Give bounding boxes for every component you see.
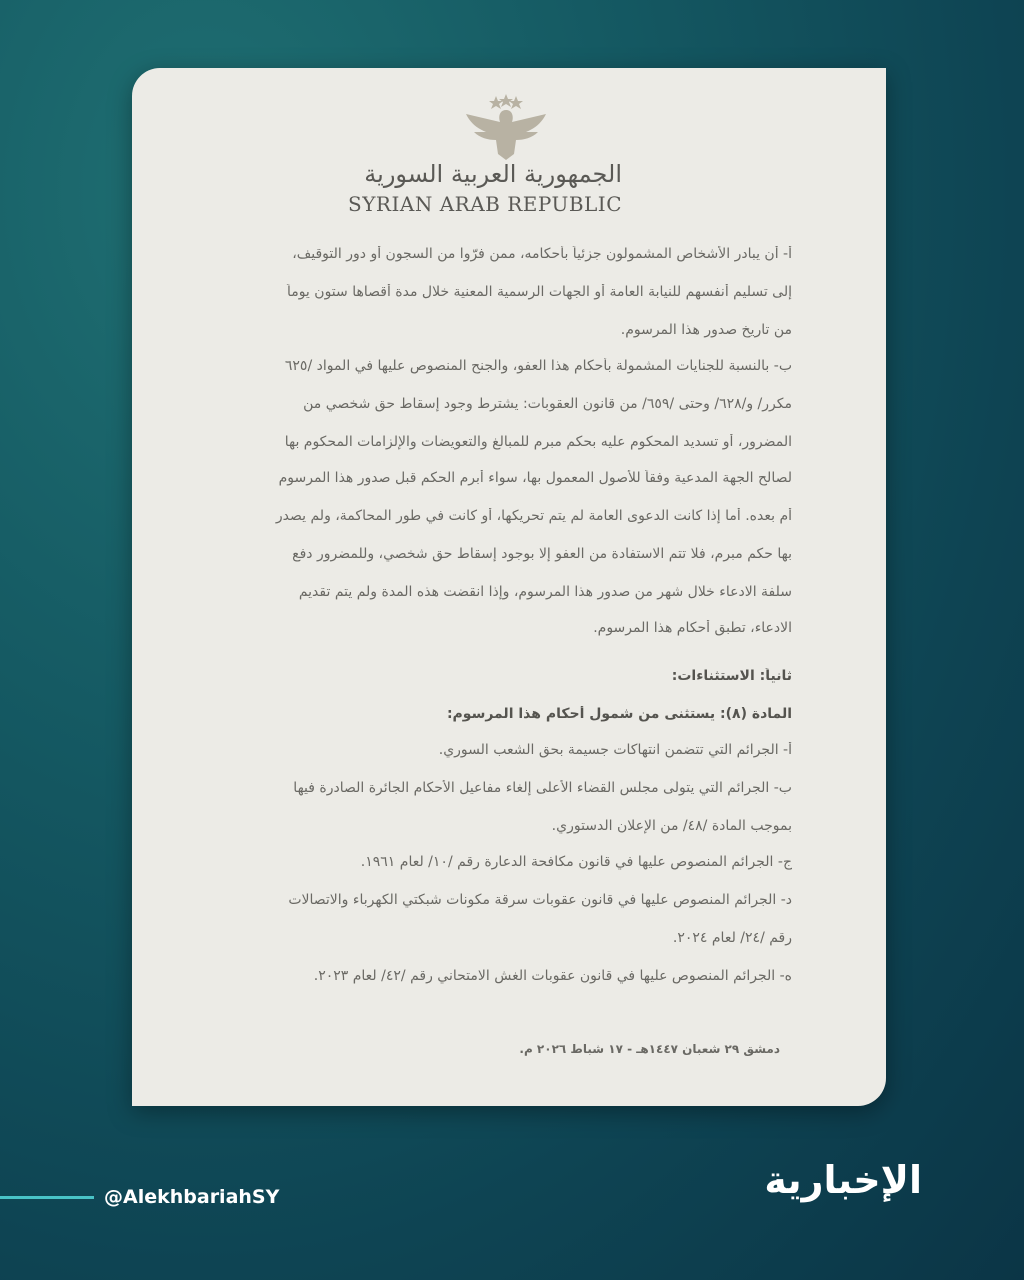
- exception-item: ه- الجرائم المنصوص عليها في قانون عقوبات الغش الامتحاني رقم /٤٢/ لعام ٢٠٢٣.: [313, 968, 792, 984]
- exception-item: أ- الجرائم التي تتضمن انتهاكات جسيمة بحق الشعب السوري.: [438, 742, 792, 758]
- body-line: مكرر/ و/٦٢٨/ وحتى /٦٥٩/ من قانون العقوبات: يشترط وجود إسقاط حق شخصي من: [303, 396, 792, 412]
- section-title: ثانياً: الاستثناءات:: [671, 668, 792, 684]
- body-line: إلى تسليم أنفسهم للنيابة العامة أو الجهات الرسمية المعنية خلال مدة أقصاها ستون يوماً: [286, 284, 792, 300]
- body-line: لصالح الجهة المدعية وفقاً للأصول المعمول بها، سواء أبرم الحكم قبل صدور هذا المرسوم: [278, 470, 792, 486]
- exception-item: د- الجرائم المنصوص عليها في قانون عقوبات سرقة مكونات شبكتي الكهرباء والاتصالات: [288, 892, 792, 908]
- body-line: المضرور، أو تسديد المحكوم عليه بحكم مبرم للمبالغ والتعويضات والإلزامات المحكوم بها: [284, 434, 792, 450]
- date-line: دمشق ٢٩ شعبان ١٤٤٧هـ - ١٧ شباط ٢٠٢٦ م.: [519, 1042, 780, 1056]
- alekhbariah-logo: الإخبارية: [764, 1158, 922, 1202]
- body-line: أم بعده. أما إذا كانت الدعوى العامة لم يتم تحريكها، أو كانت في طور المحاكمة، ولم يصدر: [275, 508, 792, 524]
- social-handle: @AlekhbariahSY: [104, 1186, 280, 1208]
- article-heading: المادة (٨): يستثنى من شمول أحكام هذا المرسوم:: [446, 706, 792, 722]
- exception-item: رقم /٢٤/ لعام ٢٠٢٤.: [672, 930, 792, 946]
- exception-item: ب- الجرائم التي يتولى مجلس القضاء الأعلى إلغاء مفاعيل الأحكام الجائرة الصادرة فيها: [293, 780, 792, 796]
- accent-line: [0, 1196, 94, 1199]
- exception-item: ج- الجرائم المنصوص عليها في قانون مكافحة الدعارة رقم /١٠/ لعام ١٩٦١.: [360, 854, 792, 870]
- body-line: من تاريخ صدور هذا المرسوم.: [620, 322, 792, 338]
- exception-item: بموجب المادة /٤٨/ من الإعلان الدستوري.: [551, 818, 792, 834]
- body-line: سلفة الادعاء خلال شهر من صدور هذا المرسوم، وإذا انقضت هذه المدة ولم يتم تقديم: [298, 584, 792, 600]
- republic-title-english: SYRIAN ARAB REPUBLIC: [348, 192, 622, 216]
- body-line: ب- بالنسبة للجنايات المشمولة بأحكام هذا العفو، والجنح المنصوص عليها في المواد /٦٢٥: [284, 358, 792, 374]
- body-line: بها حكم مبرم، فلا تتم الاستفادة من العفو إلا بوجود إسقاط حق شخصي، وللمضرور دفع: [292, 546, 792, 562]
- body-line: الادعاء، تطبق أحكام هذا المرسوم.: [593, 620, 792, 636]
- body-line: أ- أن يبادر الأشخاص المشمولون جزئياً بأحكامه، ممن فرّوا من السجون أو دور التوقيف،: [292, 246, 792, 262]
- republic-title-arabic: الجمهورية العربية السورية: [364, 160, 622, 188]
- eagle-emblem-icon: [456, 92, 556, 162]
